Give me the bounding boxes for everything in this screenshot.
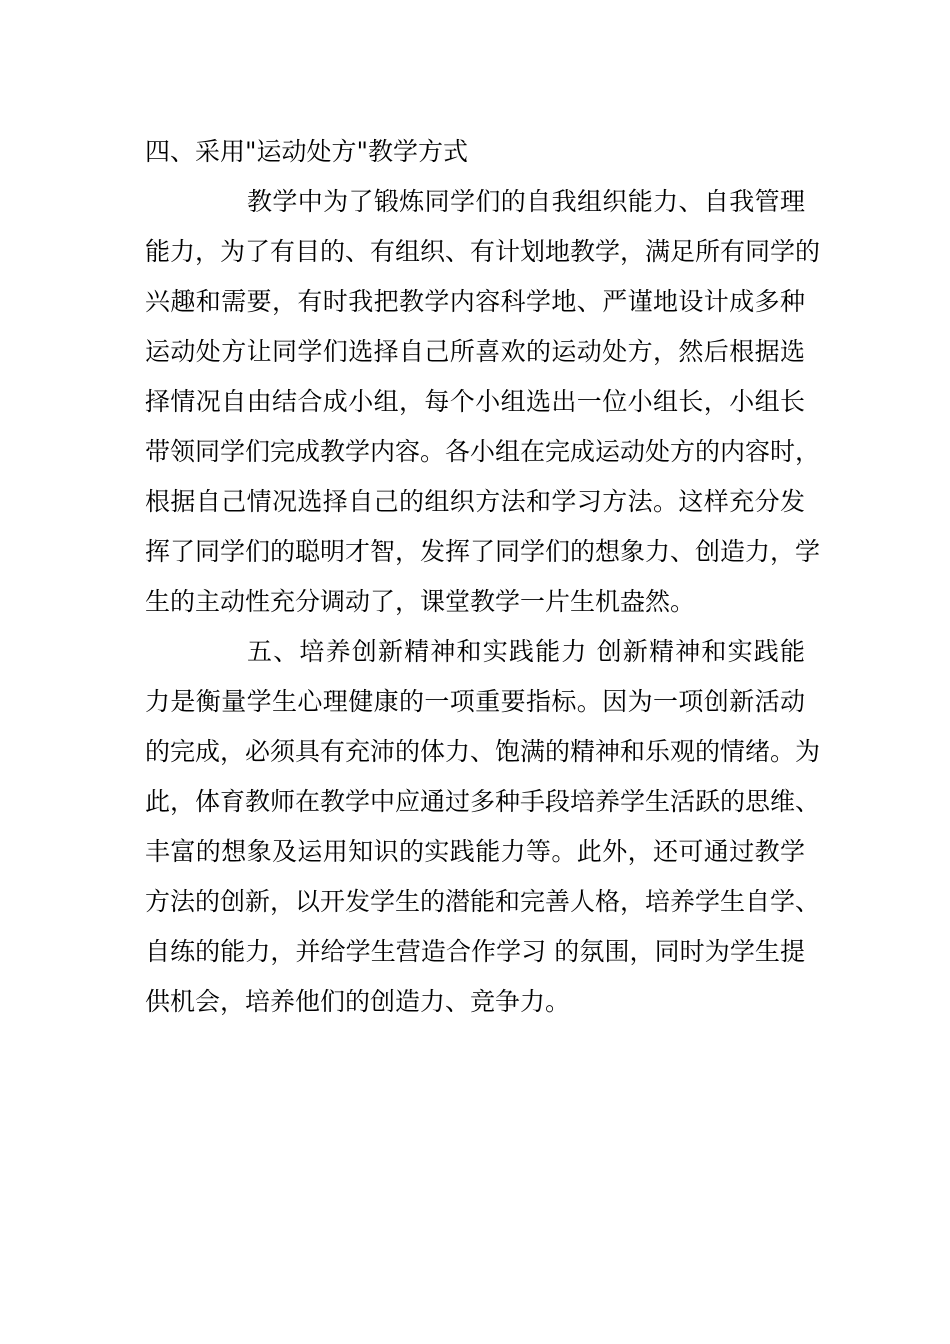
paragraph-line: 的完成，必须具有充沛的体力、饱满的精神和乐观的情绪。为 — [145, 737, 821, 766]
section-five-heading-line: 五、培养创新精神和实践能力 创新精神和实践能 — [247, 637, 805, 666]
paragraph-line: 运动处方让同学们选择自己所喜欢的运动处方，然后根据选 — [145, 337, 805, 366]
paragraph-line: 生的主动性充分调动了，课堂教学一片生机盎然。 — [145, 587, 696, 616]
section-four-paragraph — [145, 177, 821, 627]
paragraph-line: 此，体育教师在教学中应通过多种手段培养学生活跃的思维、 — [145, 787, 821, 816]
paragraph-line: 带领同学们完成教学内容。各小组在完成运动处方的内容时， — [145, 437, 821, 466]
paragraph-line: 力是衡量学生心理健康的一项重要指标。因为一项创新活动 — [145, 687, 805, 716]
section-five-paragraph — [145, 627, 821, 1027]
paragraph-line: 供机会，培养他们的创造力、竞争力。 — [145, 987, 571, 1016]
paragraph-line: 根据自己情况选择自己的组织方法和学习方法。这样充分发 — [145, 487, 805, 516]
document-body — [145, 127, 821, 1027]
paragraph-line: 方法的创新，以开发学生的潜能和完善人格，培养学生自学、 — [145, 887, 821, 916]
paragraph-line: 能力，为了有目的、有组织、有计划地教学，满足所有同学的 — [145, 237, 821, 266]
paragraph-line: 教学中为了锻炼同学们的自我组织能力、自我管理 — [247, 187, 805, 216]
paragraph-line: 兴趣和需要，有时我把教学内容科学地、严谨地设计成多种 — [145, 287, 805, 316]
section-four-heading: 四、采用"运动处方"教学方式 — [145, 137, 468, 166]
paragraph-line: 自练的能力，并给学生营造合作学习 的氛围，同时为学生提 — [145, 937, 805, 966]
paragraph-line: 择情况自由结合成小组，每个小组选出一位小组长，小组长 — [145, 387, 805, 416]
paragraph-line: 挥了同学们的聪明才智，发挥了同学们的想象力、创造力，学 — [145, 537, 821, 566]
paragraph-line: 丰富的想象及运用知识的实践能力等。此外，还可通过教学 — [145, 837, 805, 866]
